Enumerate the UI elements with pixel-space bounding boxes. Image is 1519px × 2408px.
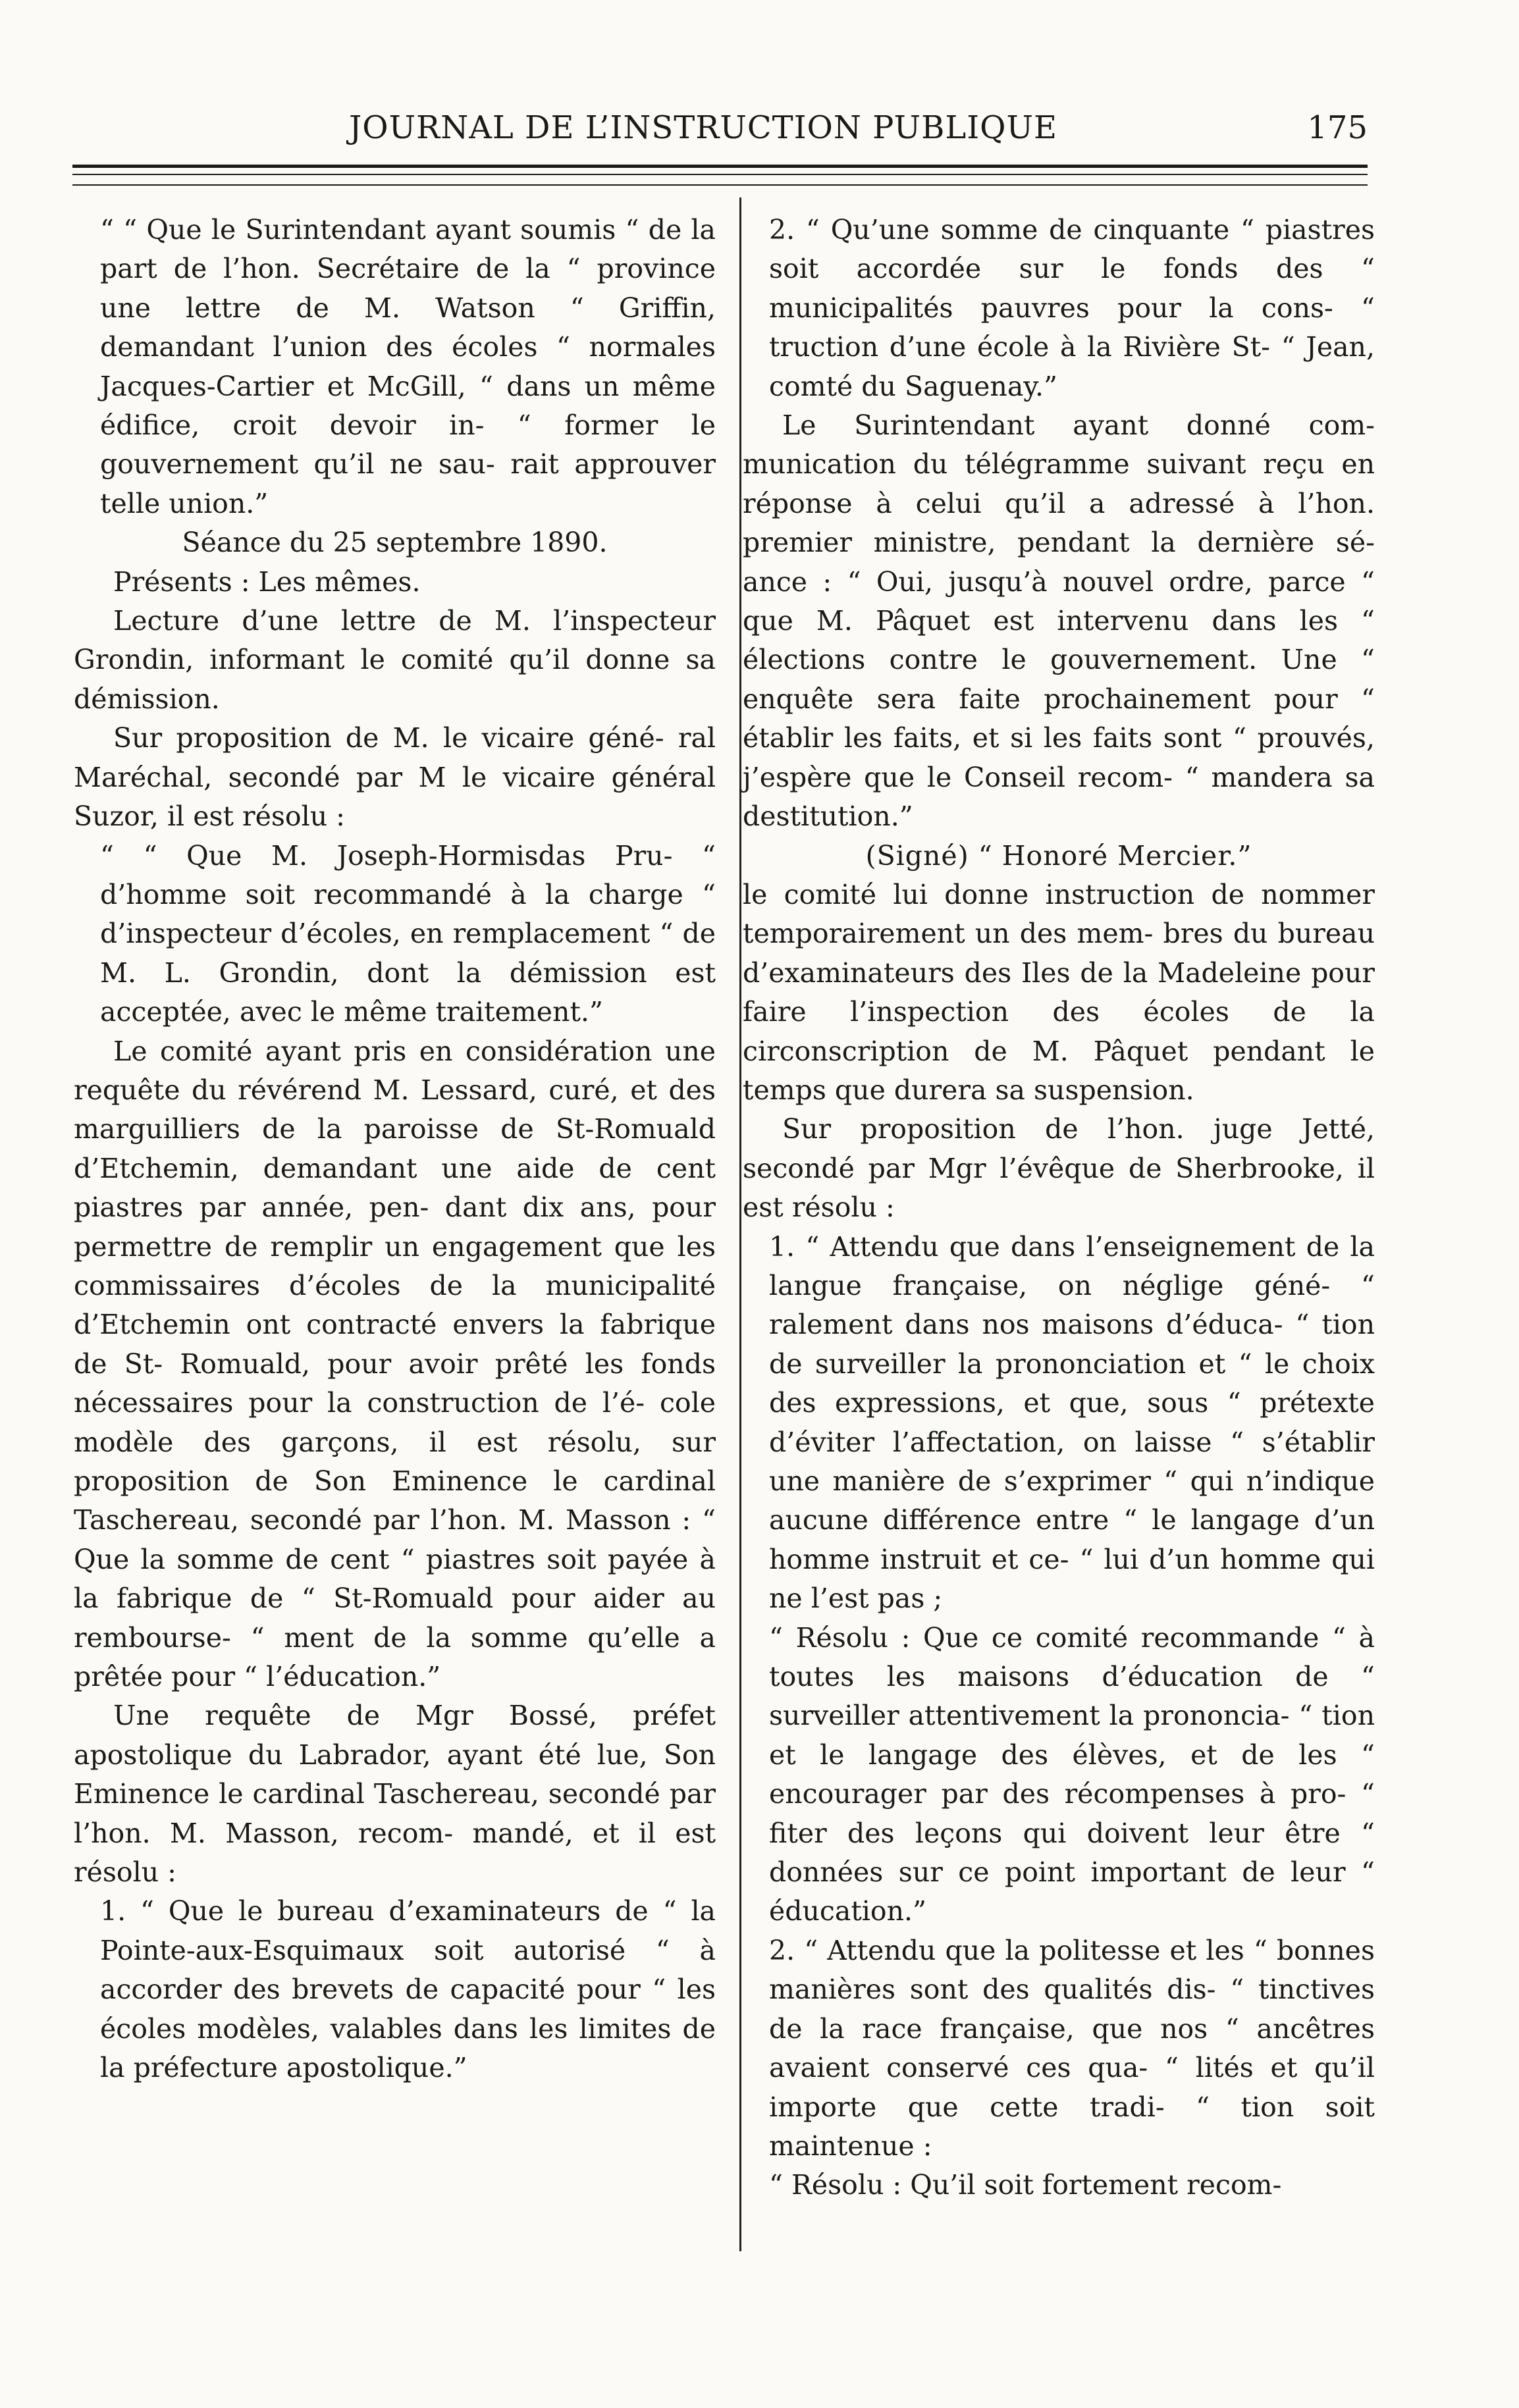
- left-column: [74, 211, 716, 2088]
- paragraph: “ “ Que le Surintendant ayant soumis “ de la part de l’hon. Secrétaire de la “ province une lettre de M. Watson “ Griffin, demandant l’union des écoles “ normales Jacques-Cartier et McGill, “ dans un même édifice, croit devoir in- “ former le gouvernement qu’il ne sau- rait approuver telle union.”: [100, 214, 716, 519]
- paragraph: “ Résolu : Que ce comité recommande “ à toutes les maisons d’éducation de “ surveiller attentivement la prononcia- “ tion et le langage des élèves, et de les “ encourager par des récompenses à pro- “ fiter des leçons qui doivent leur être “ données sur ce point important de leur “ éducation.”: [769, 1621, 1375, 1927]
- page-number: 175: [1307, 109, 1368, 146]
- paragraph: 2. “ Qu’une somme de cinquante “ piastres soit accordée sur le fonds des “ municipalités pauvres pour la cons- “ truction d’une école à la Rivière St- “ Jean, comté du Saguenay.”: [769, 214, 1375, 402]
- header-rule-thick: [72, 165, 1368, 168]
- paragraph: “ Résolu : Qu’il soit fortement recom-: [769, 2169, 1282, 2201]
- paragraph: 1. “ Que le bureau d’examinateurs de “ la Pointe-aux-Esquimaux soit autorisé “ à accorder des brevets de capacité pour “ les écoles modèles, valables dans les limites de la préfecture apostolique.”: [100, 1895, 716, 2084]
- paragraph: Une requête de Mgr Bossé, préfet apostolique du Labrador, ayant été lue, Son Eminence le cardinal Taschereau, secondé par l’hon. M. Masson, recom- mandé, et il est résolu :: [74, 1700, 716, 1889]
- paragraph: Présents : Les mêmes.: [113, 565, 421, 598]
- running-head: [72, 105, 1368, 151]
- right-column: [743, 211, 1375, 2205]
- signature-line: (Signé) “ Honoré Mercier.”: [865, 839, 1252, 872]
- section-heading: Séance du 25 septembre 1890.: [182, 527, 608, 559]
- header-rule-thin: [72, 174, 1368, 175]
- paragraph: Sur proposition de l’hon. juge Jetté, secondé par Mgr l’évêque de Sherbrooke, il est résolu :: [743, 1113, 1375, 1224]
- paragraph: “ “ Que M. Joseph-Hormisdas Pru- “ d’homme soit recommandé à la charge “ d’inspecteur d’écoles, en remplacement “ de M. L. Grondin, dont la démission est acceptée, avec le même traitement.”: [100, 839, 716, 1028]
- journal-title: JOURNAL DE L’INSTRUCTION PUBLIQUE: [349, 109, 1058, 146]
- header-rule-thin-lower: [72, 184, 1368, 186]
- paragraph: Sur proposition de M. le vicaire géné- ral Maréchal, secondé par M le vicaire général Suzor, il est résolu :: [74, 722, 716, 833]
- column-divider: [739, 197, 741, 2251]
- paragraph: Lecture d’une lettre de M. l’inspecteur Grondin, informant le comité qu’il donne sa démission.: [74, 605, 716, 715]
- paragraph: le comité lui donne instruction de nommer temporairement un des mem- bres du bureau d’examinateurs des Iles de la Madeleine pour faire l’inspection des écoles de la circonscription de M. Pâquet pendant le temps que durera sa suspension.: [743, 878, 1375, 1106]
- paragraph: 1. “ Attendu que dans l’enseignement de la langue française, on néglige géné- “ ralement dans nos maisons d’éduca- “ tion de surveiller la prononciation et “ le choix des expressions, et que, sous “ prétexte d’éviter l’affectation, on laisse “ s’établir une manière de s’exprimer “ qui n’indique aucune différence entre “ le langage d’un homme instruit et ce- “ lui d’un homme qui ne l’est pas ;: [769, 1230, 1375, 1615]
- paragraph: Le Surintendant ayant donné com- munication du télégramme suivant reçu en réponse à celui qu’il a adressé à l’hon. premier ministre, pendant la dernière sé- ance : “ Oui, jusqu’à nouvel ordre, parce “ que M. Pâquet est intervenu dans les “ élections contre le gouvernement. Une “ enquête sera faite prochainement pour “ établir les faits, et si les faits sont “ prouvés, j’espère que le Conseil recom- “ mandera sa destitution.”: [743, 409, 1375, 833]
- paragraph: 2. “ Attendu que la politesse et les “ bonnes manières sont des qualités dis- “ tinctives de la race française, que nos “ ancêtres avaient conservé ces qua- “ lités et qu’il importe que cette tradi- “ tion soit maintenue :: [769, 1934, 1375, 2162]
- paragraph: Le comité ayant pris en considération une requête du révérend M. Lessard, curé, et des marguilliers de la paroisse de St-Romuald d’Etchemin, demandant une aide de cent piastres par année, pen- dant dix ans, pour permettre de remplir un engagement que les commissaires d’écoles de la municipalité d’Etchemin ont contracté envers la fabrique de St- Romuald, pour avoir prêté les fonds nécessaires pour la construction de l’é- cole modèle des garçons, il est résolu, sur proposition de Son Eminence le cardinal Taschereau, secondé par l’hon. M. Masson : “ Que la somme de cent “ piastres soit payée à la fabrique de “ St-Romuald pour aider au rembourse- “ ment de la somme qu’elle a prêtée pour “ l’éducation.”: [74, 1035, 716, 1693]
